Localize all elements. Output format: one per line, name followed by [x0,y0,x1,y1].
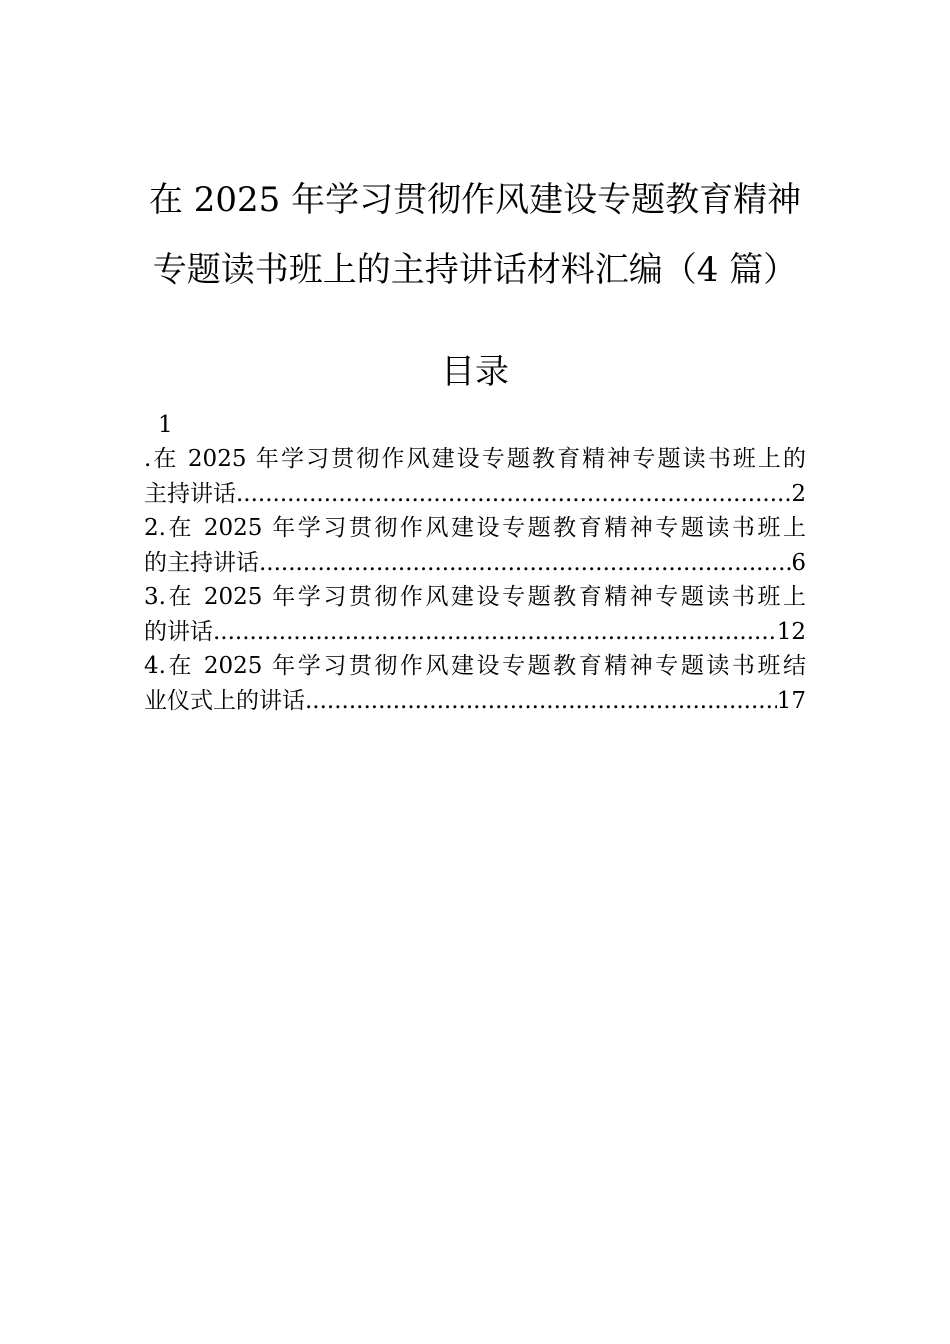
toc-entry-leader-line [144,546,806,581]
toc-entry-text: 主持讲话 [144,480,236,507]
toc-entry-3[interactable] [144,580,806,649]
toc-page-number: 17 [776,687,806,714]
toc-entry-line: 2.在 2025 年学习贯彻作风建设专题教育精神专题读书班上 [144,515,806,541]
toc-entry-1[interactable] [144,442,806,511]
toc-dot-leader [259,546,791,581]
document-title-line-1: 在 2025 年学习贯彻作风建设专题教育精神 [148,180,802,220]
toc-entry-text: 业仪式上的讲话 [144,687,305,714]
toc-entry-leader-line [144,477,806,512]
toc-entry-line: .在 2025 年学习贯彻作风建设专题教育精神专题读书班上的 [144,446,806,472]
toc-entry-line: 4.在 2025 年学习贯彻作风建设专题教育精神专题读书班结 [144,653,806,679]
toc-entry-line: 3.在 2025 年学习贯彻作风建设专题教育精神专题读书班上 [144,584,806,610]
document-title-line-2: 专题读书班上的主持讲话材料汇编（4 篇） [152,250,798,290]
toc-page-number: 12 [776,618,806,645]
toc-page-number: 6 [791,549,806,576]
toc-entry-leader-line [144,615,806,650]
table-of-contents [144,408,806,718]
toc-dot-leader [305,684,777,719]
toc-dot-leader [236,477,791,512]
toc-heading: 目录 [441,352,509,392]
toc-entry-2[interactable] [144,511,806,580]
toc-stray-number: 1 [158,412,173,438]
toc-entry-text: 的讲话 [144,618,213,645]
toc-entry-4[interactable] [144,649,806,718]
toc-entry-text: 的主持讲话 [144,549,259,576]
toc-page-number: 2 [791,480,806,507]
toc-entry-leader-line [144,684,806,719]
toc-dot-leader [213,615,777,650]
